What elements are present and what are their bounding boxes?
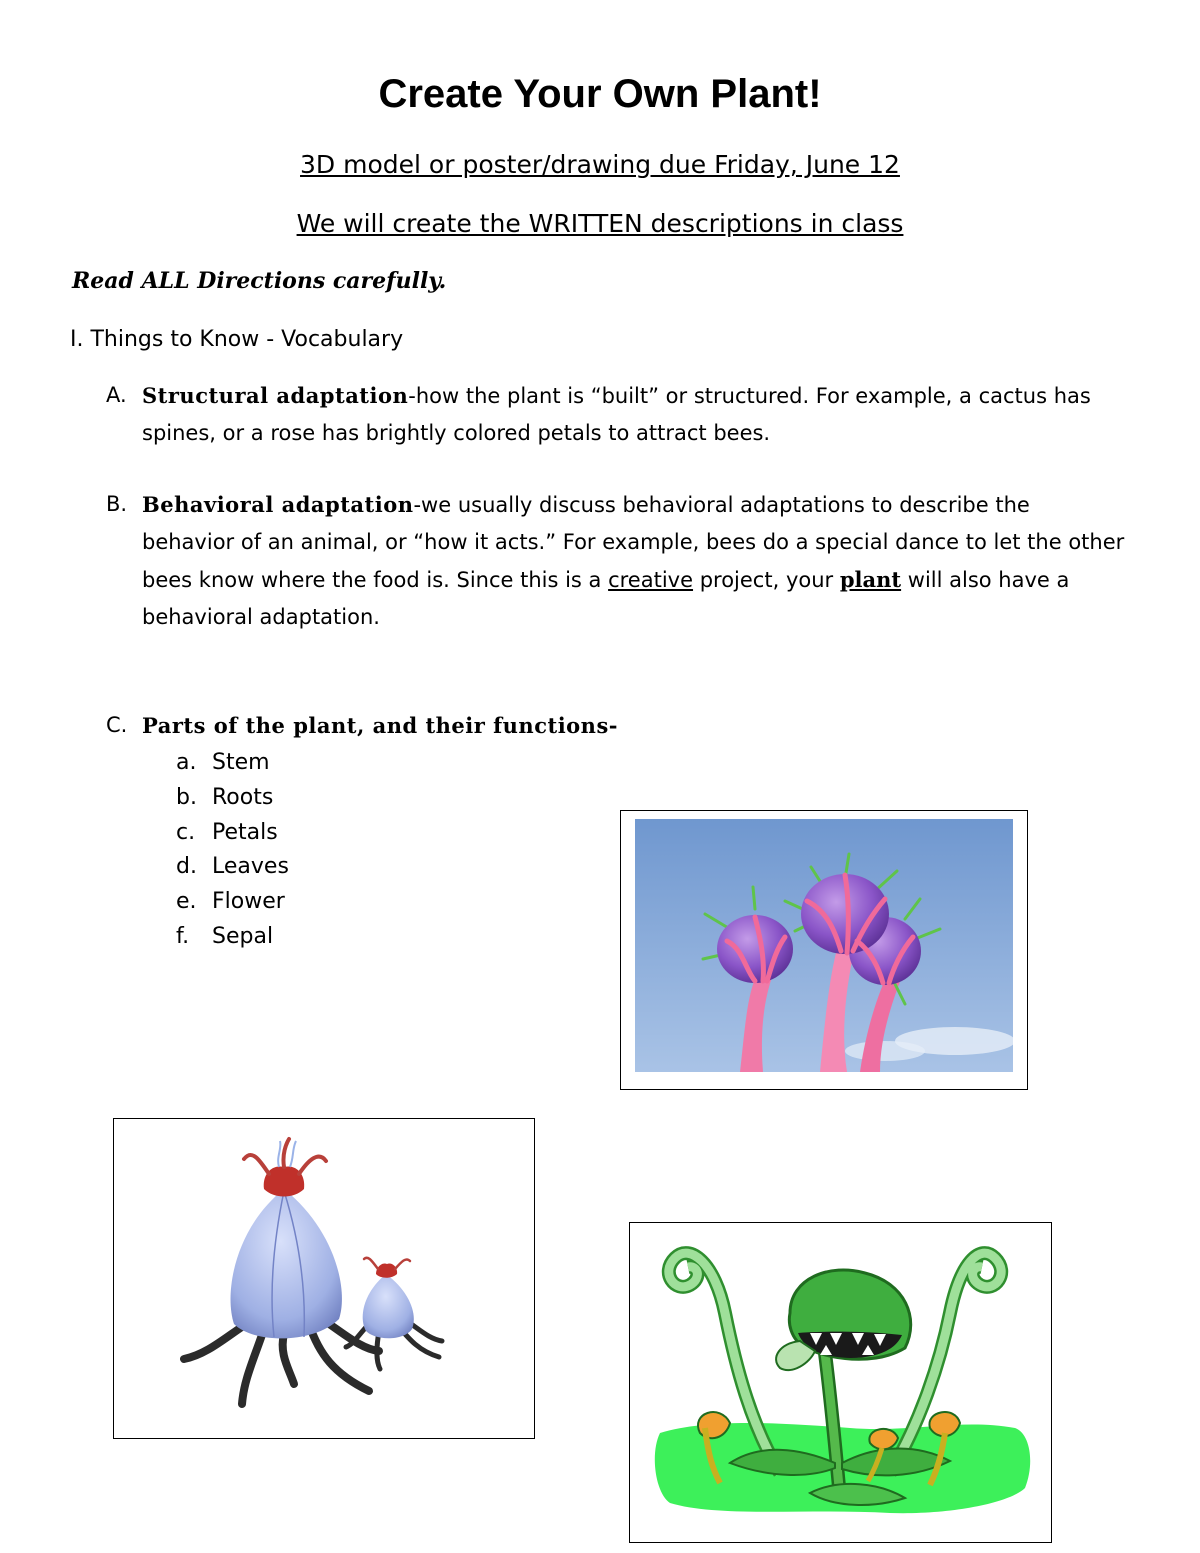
list-marker: b. bbox=[176, 784, 197, 810]
vocab-item-behavioral bbox=[106, 486, 1126, 636]
due-date-line: 3D model or poster/drawing due Friday, June 12 bbox=[300, 150, 900, 179]
part-label: Leaves bbox=[212, 854, 289, 880]
list-marker: e. bbox=[176, 889, 197, 915]
part-label: Flower bbox=[212, 889, 285, 915]
blue-pod-plant-illustration bbox=[113, 1118, 535, 1439]
list-marker: c. bbox=[176, 819, 196, 845]
definition-text: project, your bbox=[693, 568, 840, 592]
item-marker: A. bbox=[106, 383, 127, 407]
part-label: Petals bbox=[212, 819, 278, 845]
emphasized-word: plant bbox=[839, 567, 902, 592]
written-descriptions-line: We will create the WRITTEN descriptions in class bbox=[296, 209, 904, 238]
part-label: Sepal bbox=[212, 923, 274, 949]
term-structural-adaptation: Structural adaptation bbox=[142, 383, 409, 408]
pod-plant-drawing bbox=[114, 1119, 532, 1436]
definition-text: -how the plant is “built” or structured. For example, a cactus has spines, or a rose has brightly colored petals to attract bees. bbox=[142, 384, 1091, 445]
directions-note: Read ALL Directions carefully. bbox=[72, 268, 447, 294]
vocab-item-parts bbox=[106, 707, 1126, 745]
alien-bulb-plant-photo bbox=[620, 810, 1028, 1090]
part-label: Roots bbox=[212, 784, 274, 810]
cartoon-flytrap-illustration bbox=[629, 1222, 1052, 1543]
list-marker: d. bbox=[176, 854, 197, 880]
list-marker: a. bbox=[176, 750, 197, 775]
section-heading: I. Things to Know - Vocabulary bbox=[70, 327, 404, 352]
item-marker: B. bbox=[106, 492, 128, 516]
definition-text: will also have a behavioral adaptation. bbox=[142, 568, 1070, 629]
vocab-item-structural bbox=[106, 377, 1126, 452]
underlined-word: creative bbox=[608, 568, 694, 592]
part-label: Stem bbox=[212, 750, 270, 775]
bulb-plant-illustration bbox=[635, 819, 1013, 1072]
term-plant-parts: Parts of the plant, and their functions- bbox=[142, 713, 618, 738]
flytrap-drawing bbox=[630, 1223, 1049, 1540]
page-title: Create Your Own Plant! bbox=[378, 72, 822, 116]
item-marker: C. bbox=[106, 713, 128, 737]
list-marker: f. bbox=[176, 923, 190, 949]
definition-text: -we usually discuss behavioral adaptations to describe the behavior of an animal, or “how it acts.” For example, bees do a special dance to let the other bees know where the food is. Since this is a bbox=[142, 493, 1125, 592]
term-behavioral-adaptation: Behavioral adaptation bbox=[142, 492, 414, 517]
